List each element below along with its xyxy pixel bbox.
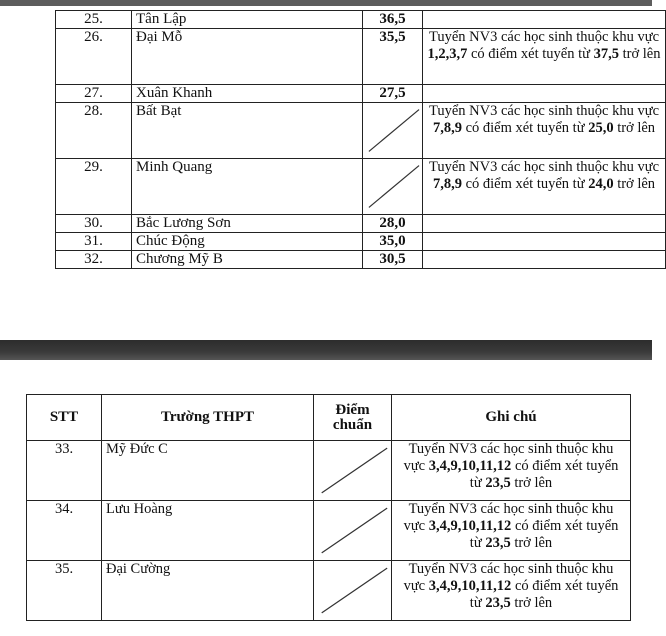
note-part: có điểm xét tuyển từ — [469, 578, 619, 611]
note-part: 23,5 — [485, 535, 511, 551]
row-note — [392, 561, 631, 621]
note-part: Tuyển NV3 các học sinh thuộc khu vực — [428, 159, 660, 175]
note-part: 3,4,9,10,11,12 — [428, 578, 512, 594]
row-school: Chúc Động — [132, 233, 363, 251]
strike-slash — [314, 441, 391, 500]
table-row — [56, 29, 666, 85]
note-part: 3,4,9,10,11,12 — [428, 458, 512, 474]
note-part: Tuyển NV3 các học sinh thuộc khu vực — [403, 501, 614, 534]
table-row — [56, 215, 666, 233]
note-part: 7,8,9 — [432, 176, 462, 192]
note-part: trở lên — [613, 176, 656, 192]
row-school: Đại Mỗ — [132, 29, 363, 85]
table-row — [27, 501, 631, 561]
note-part: Tuyển NV3 các học sinh thuộc khu vực — [403, 441, 614, 474]
note-part: có điểm xét tuyển từ — [461, 120, 589, 136]
row-stt: 35. — [27, 561, 102, 621]
row-score: 35,0 — [363, 233, 423, 251]
row-note — [392, 501, 631, 561]
row-stt: 33. — [27, 441, 102, 501]
table-row — [56, 159, 666, 215]
note-part: có điểm xét tuyển từ — [469, 518, 619, 551]
header-note: Ghi chú — [392, 395, 631, 441]
header-score: Điểm chuẩn — [314, 395, 392, 441]
note-part: trở lên — [613, 120, 656, 136]
row-note — [423, 29, 666, 85]
strike-slash — [363, 159, 422, 214]
row-note — [423, 251, 666, 269]
note-part: trở lên — [510, 595, 553, 611]
note-part: 3,4,9,10,11,12 — [428, 518, 512, 534]
row-school: Bất Bạt — [132, 103, 363, 159]
row-school: Tân Lập — [132, 11, 363, 29]
row-school: Mỹ Đức C — [102, 441, 314, 501]
admission-table-bottom — [26, 394, 631, 621]
row-school: Minh Quang — [132, 159, 363, 215]
row-score-empty — [363, 159, 423, 215]
row-school: Xuân Khanh — [132, 85, 363, 103]
row-note — [423, 159, 666, 215]
row-note — [423, 103, 666, 159]
table-row — [27, 561, 631, 621]
table-top-body — [56, 11, 666, 269]
note-part: Tuyển NV3 các học sinh thuộc khu vực — [403, 561, 614, 594]
row-stt: 31. — [56, 233, 132, 251]
row-school: Bắc Lương Sơn — [132, 215, 363, 233]
row-stt: 29. — [56, 159, 132, 215]
row-stt: 34. — [27, 501, 102, 561]
row-score: 30,5 — [363, 251, 423, 269]
row-score: 28,0 — [363, 215, 423, 233]
note-part: 1,2,3,7 — [427, 46, 468, 62]
admission-table-top — [55, 10, 666, 269]
note-part: 7,8,9 — [432, 120, 462, 136]
note-part: trở lên — [510, 475, 553, 491]
row-school: Chương Mỹ B — [132, 251, 363, 269]
note-part: 24,0 — [588, 176, 614, 192]
row-score: 36,5 — [363, 11, 423, 29]
table-row — [56, 85, 666, 103]
strike-slash — [363, 103, 422, 158]
row-note — [423, 215, 666, 233]
note-part: có điểm xét tuyển từ — [469, 458, 619, 491]
row-score: 35,5 — [363, 29, 423, 85]
header-row — [27, 395, 631, 441]
table-row — [56, 233, 666, 251]
row-score-empty — [314, 501, 392, 561]
row-score: 27,5 — [363, 85, 423, 103]
row-note — [392, 441, 631, 501]
row-stt: 27. — [56, 85, 132, 103]
row-note — [423, 85, 666, 103]
note-part: 23,5 — [485, 475, 511, 491]
row-score-empty — [314, 441, 392, 501]
note-part: 25,0 — [588, 120, 614, 136]
strike-slash — [314, 501, 391, 560]
row-score-empty — [363, 103, 423, 159]
note-part: Tuyển NV3 các học sinh thuộc khu vực — [428, 103, 660, 119]
table-row — [56, 11, 666, 29]
top-border — [0, 0, 652, 6]
row-stt: 25. — [56, 11, 132, 29]
note-part: có điểm xét tuyển từ — [467, 46, 594, 62]
row-stt: 26. — [56, 29, 132, 85]
row-score-empty — [314, 561, 392, 621]
header-school: Trường THPT — [102, 395, 314, 441]
row-stt: 28. — [56, 103, 132, 159]
row-stt: 32. — [56, 251, 132, 269]
table-bottom-body — [27, 441, 631, 621]
note-part: trở lên — [619, 46, 661, 62]
strike-slash — [314, 561, 391, 620]
table-row — [27, 441, 631, 501]
note-part: Tuyển NV3 các học sinh thuộc khu vực — [428, 29, 660, 45]
note-part: 37,5 — [593, 46, 619, 62]
note-part: trở lên — [510, 535, 553, 551]
page-separator — [0, 340, 652, 360]
row-note — [423, 11, 666, 29]
header-stt: STT — [27, 395, 102, 441]
table-row — [56, 103, 666, 159]
row-school: Đại Cường — [102, 561, 314, 621]
row-school: Lưu Hoàng — [102, 501, 314, 561]
row-stt: 30. — [56, 215, 132, 233]
row-note — [423, 233, 666, 251]
note-part: 23,5 — [485, 595, 511, 611]
note-part: có điểm xét tuyển từ — [461, 176, 589, 192]
table-row — [56, 251, 666, 269]
